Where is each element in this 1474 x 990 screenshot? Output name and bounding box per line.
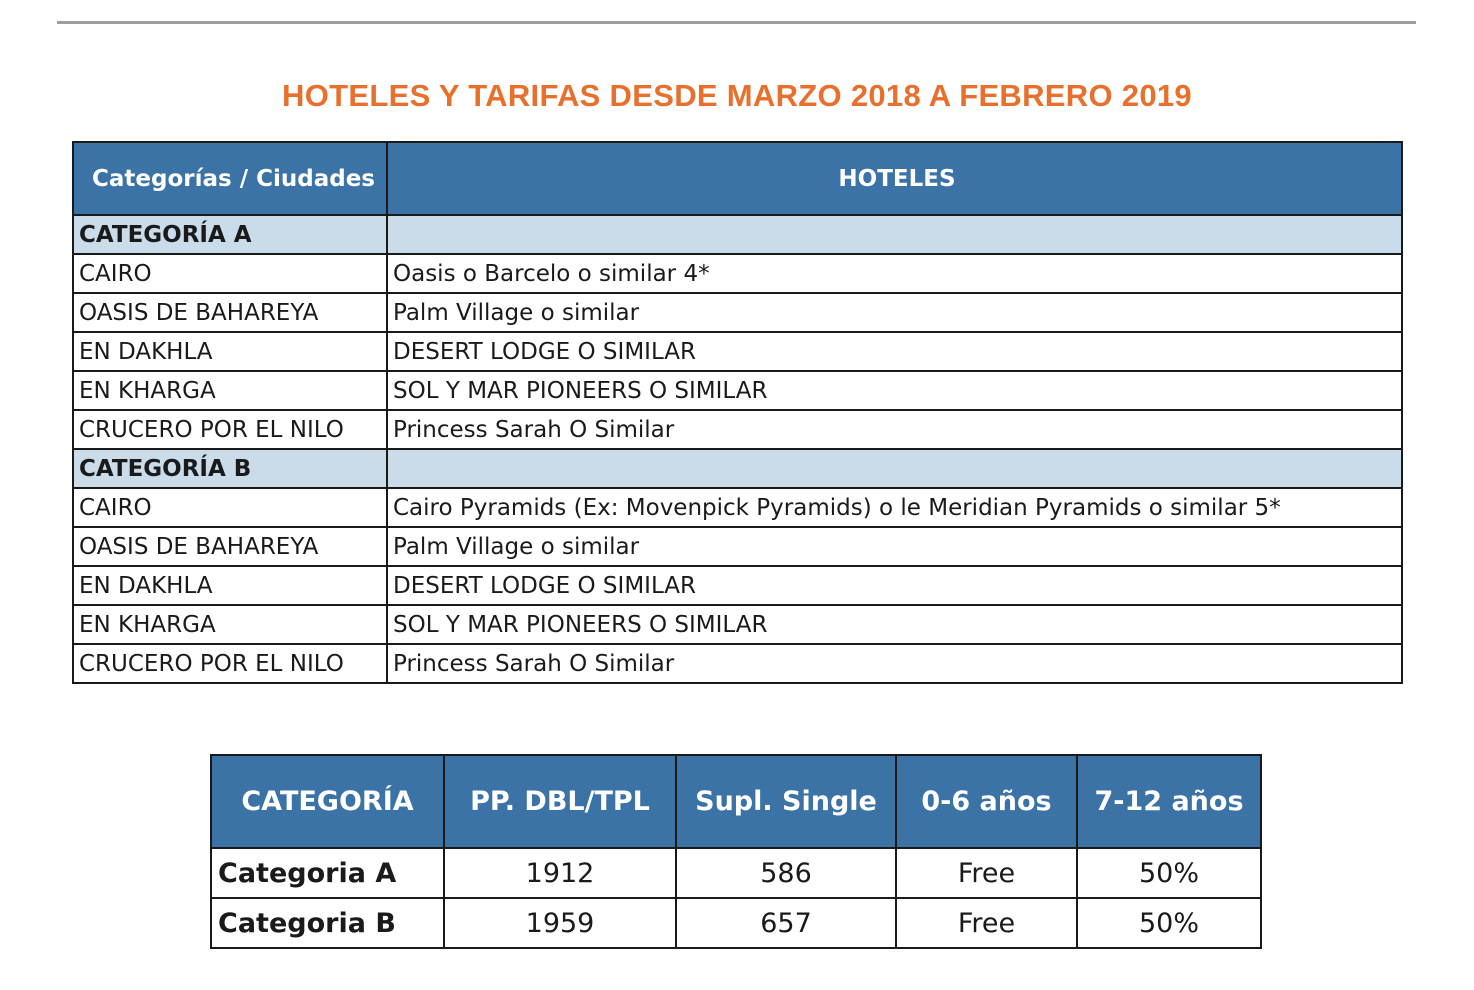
category-row-b	[73, 449, 1402, 488]
table-row	[73, 371, 1402, 410]
city-cell: EN KHARGA	[73, 371, 387, 410]
city-cell: EN KHARGA	[73, 605, 387, 644]
category-label: CATEGORÍA A	[73, 215, 387, 254]
header-category: CATEGORÍA	[211, 755, 444, 848]
hotel-cell: DESERT LODGE O SIMILAR	[387, 566, 1402, 605]
hotel-cell: Princess Sarah O Similar	[387, 410, 1402, 449]
table-row	[73, 644, 1402, 683]
hotel-cell: DESERT LODGE O SIMILAR	[387, 332, 1402, 371]
table-row	[73, 527, 1402, 566]
city-cell: OASIS DE BAHAREYA	[73, 293, 387, 332]
table-row	[73, 566, 1402, 605]
city-cell: EN DAKHLA	[73, 566, 387, 605]
city-cell: EN DAKHLA	[73, 332, 387, 371]
hotels-header-row	[73, 142, 1402, 215]
category-label: CATEGORÍA B	[73, 449, 387, 488]
category-row-a	[73, 215, 1402, 254]
table-row	[73, 254, 1402, 293]
city-cell: OASIS DE BAHAREYA	[73, 527, 387, 566]
table-row	[73, 605, 1402, 644]
age-0-6-cell: Free	[896, 898, 1077, 948]
hotels-table	[72, 141, 1403, 684]
category-filler	[387, 215, 1402, 254]
hotel-cell: Palm Village o similar	[387, 293, 1402, 332]
single-supplement-cell: 586	[676, 848, 896, 898]
single-supplement-cell: 657	[676, 898, 896, 948]
age-0-6-cell: Free	[896, 848, 1077, 898]
hotel-cell: Palm Village o similar	[387, 527, 1402, 566]
hotel-cell: SOL Y MAR PIONEERS O SIMILAR	[387, 605, 1402, 644]
city-cell: CAIRO	[73, 488, 387, 527]
table-row	[73, 293, 1402, 332]
age-7-12-cell: 50%	[1077, 848, 1261, 898]
header-age-7-12: 7-12 años	[1077, 755, 1261, 848]
hotel-cell: Cairo Pyramids (Ex: Movenpick Pyramids) o le Meridian Pyramids o similar 5*	[387, 488, 1402, 527]
table-row	[73, 332, 1402, 371]
age-7-12-cell: 50%	[1077, 898, 1261, 948]
rate-category-cell: Categoria A	[211, 848, 444, 898]
hotel-cell: Princess Sarah O Similar	[387, 644, 1402, 683]
rates-table	[210, 754, 1262, 949]
header-price-dbl-tpl: PP. DBL/TPL	[444, 755, 676, 848]
rates-header-row	[211, 755, 1261, 848]
table-row	[73, 488, 1402, 527]
price-dbl-tpl-cell: 1959	[444, 898, 676, 948]
header-hotels: HOTELES	[387, 142, 1402, 215]
hotel-cell: SOL Y MAR PIONEERS O SIMILAR	[387, 371, 1402, 410]
city-cell: CRUCERO POR EL NILO	[73, 410, 387, 449]
hotel-cell: Oasis o Barcelo o similar 4*	[387, 254, 1402, 293]
header-age-0-6: 0-6 años	[896, 755, 1077, 848]
table-row	[73, 410, 1402, 449]
top-divider	[57, 21, 1416, 24]
table-row	[211, 898, 1261, 948]
category-filler	[387, 449, 1402, 488]
header-categories-cities: Categorías / Ciudades	[73, 142, 387, 215]
city-cell: CRUCERO POR EL NILO	[73, 644, 387, 683]
rate-category-cell: Categoria B	[211, 898, 444, 948]
table-row	[211, 848, 1261, 898]
price-dbl-tpl-cell: 1912	[444, 848, 676, 898]
page-title: HOTELES Y TARIFAS DESDE MARZO 2018 A FEBRERO 2019	[282, 78, 1192, 113]
header-single-supplement: Supl. Single	[676, 755, 896, 848]
city-cell: CAIRO	[73, 254, 387, 293]
